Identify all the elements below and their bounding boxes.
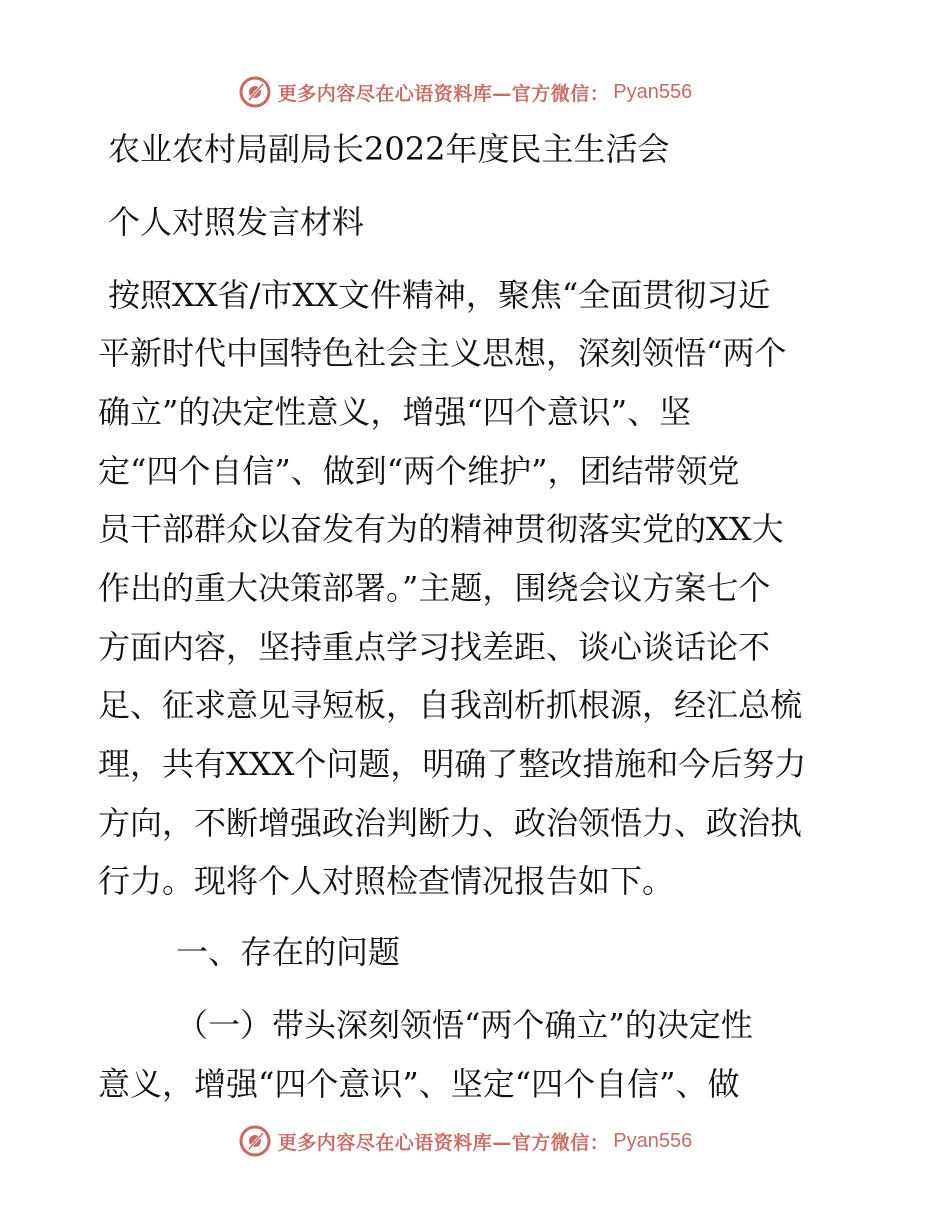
intro-line: 足、征求意见寻短板，自我剖析抓根源，经汇总梳 bbox=[98, 686, 803, 724]
intro-line: 理，共有XXX个问题，明确了整改措施和今后努力 bbox=[98, 745, 807, 783]
watermark-text: 更多内容尽在心语资料库—官方微信： bbox=[277, 82, 610, 105]
watermark-logo-icon bbox=[238, 75, 272, 109]
intro-line: 员干部群众以奋发有为的精神贯彻落实党的XX大 bbox=[98, 510, 784, 548]
intro-line: 平新时代中国特色社会主义思想，深刻领悟“两个 bbox=[98, 334, 787, 372]
watermark-text: 更多内容尽在心语资料库—官方微信： bbox=[277, 1131, 610, 1154]
watermark-wechat-id: Pyan556 bbox=[613, 80, 693, 103]
watermark-logo-icon bbox=[238, 1124, 272, 1158]
subsection-line: 意义，增强“四个意识”、坚定“四个自信”、做 bbox=[98, 1065, 740, 1103]
intro-line: 方面内容，坚持重点学习找差距、谈心谈话论不 bbox=[98, 628, 771, 666]
section-heading: 一、存在的问题 bbox=[176, 933, 401, 971]
watermark-footer bbox=[0, 1121, 950, 1161]
intro-line: 方向，不断增强政治判断力、政治领悟力、政治执 bbox=[98, 804, 803, 842]
watermark-header bbox=[0, 72, 950, 112]
intro-line: 确立”的决定性意义，增强“四个意识”、坚 bbox=[98, 393, 692, 431]
subsection-line: （一）带头深刻领悟“两个确立”的决定性 bbox=[176, 1006, 753, 1044]
doc-title-line-1: 农业农村局副局长2022年度民主生活会 bbox=[108, 130, 670, 168]
intro-line: 作出的重大决策部署。”主题，围绕会议方案七个 bbox=[98, 569, 771, 607]
intro-line: 行力。现将个人对照检查情况报告如下。 bbox=[98, 862, 675, 900]
doc-title-line-2: 个人对照发言材料 bbox=[108, 203, 365, 241]
intro-line: 定“四个自信”、做到“两个维护”，团结带领党 bbox=[98, 452, 740, 490]
intro-line: 按照XX省/市XX文件精神，聚焦“全面贯彻习近 bbox=[108, 276, 771, 314]
watermark-wechat-id: Pyan556 bbox=[613, 1129, 693, 1152]
